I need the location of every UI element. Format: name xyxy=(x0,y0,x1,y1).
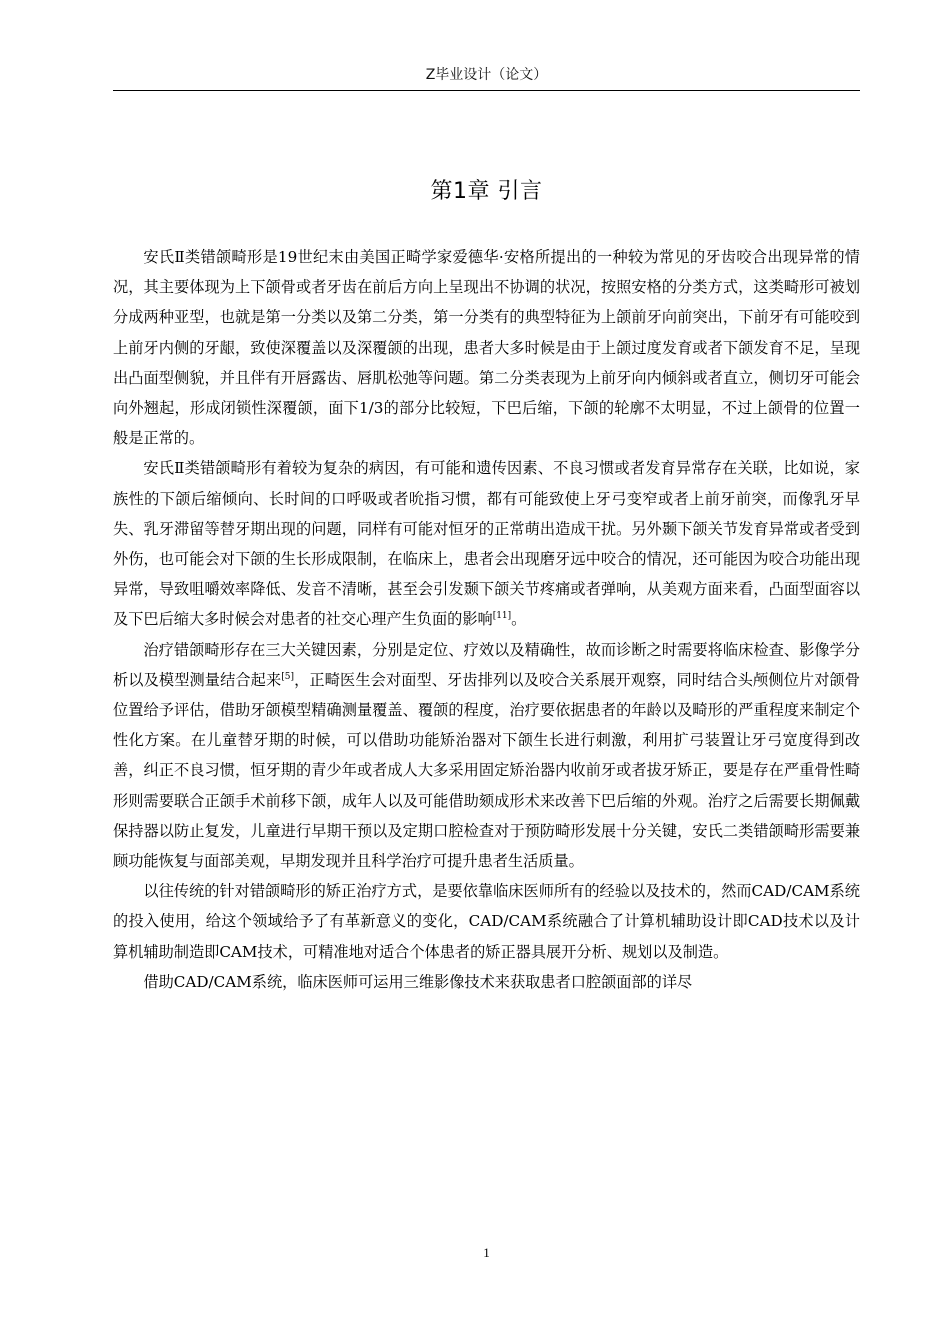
paragraph-2-text: 安氏Ⅱ类错颌畸形有着较为复杂的病因，有可能和遗传因素、不良习惯或者发育异常存在关联，比如说，家族性的下颌后缩倾向、长时间的口呼吸或者吮指习惯，都有可能致使上牙弓变窄或者上前牙前突，而像乳牙早失、乳牙滞留等替牙期出现的问题，同样有可能对恒牙的正常萌出造成干扰。另外颞下颌关节发育异常或者受到外伤，也可能会对下颌的生长形成限制，在临床上，患者会出现磨牙远中咬合的情况，还可能因为咬合功能出现异常，导致咀嚼效率降低、发音不清晰，甚至会引发颞下颌关节疼痛或者弹响，从美观方面来看，凸面型面容以及下巴后缩大多时候会对患者的社交心理产生负面的影响 xyxy=(113,459,860,629)
paragraph-5: 借助CAD/CAM系统，临床医师可运用三维影像技术来获取患者口腔颌面部的详尽 xyxy=(143,972,693,991)
page-number: 1 xyxy=(483,1245,490,1260)
chapter-title: 第1章 引言 xyxy=(430,179,543,204)
paragraph-2-tail: 。 xyxy=(511,610,527,629)
citation-ref-5: [5] xyxy=(281,671,295,682)
paragraph-3-text-b: ，正畸医生会对面型、牙齿排列以及咬合关系展开观察，同时结合头颅侧位片对颌骨位置给予评估，借助牙颌模型精确测量覆盖、覆颌的程度，治疗要依据患者的年龄以及畸形的严重程度来制定个性化方案。在儿童替牙期的时候，可以借助功能矫治器对下颌生长进行刺激，利用扩弓装置让牙弓宽度得到改善，纠正不良习惯，恒牙期的青少年或者成人大多采用固定矫治器内收前牙或者拔牙矫正，要是存在严重骨性畸形则需要联合正颌手术前移下颌，成年人以及可能借助颏成形术来改善下巴后缩的外观。治疗之后需要长期佩戴保持器以防止复发，儿童进行早期干预以及定期口腔检查对于预防畸形发展十分关键，安氏二类错颌畸形需要兼顾功能恢复与面部美观，早期发现并且科学治疗可提升患者生活质量。 xyxy=(113,670,860,871)
paragraph-3-text-a: 治疗错颌畸形存在三大关键因素，分别是定位、疗效以及精确性，故而诊断之时需要将临床检查、影像学分析以及模型测量结合起来 xyxy=(113,640,860,689)
page-header: Z毕业设计（论文） xyxy=(113,60,860,91)
paragraph-2 xyxy=(113,453,860,634)
paragraph-1: 安氏Ⅱ类错颌畸形是19世纪末由美国正畸学家爱德华·安格所提出的一种较为常见的牙齿咬合出现异常的情况，其主要体现为上下颌骨或者牙齿在前后方向上呈现出不协调的状况，按照安格的分类方式，这类畸形可被划分成两种亚型，也就是第一分类以及第二分类，第一分类有的典型特征为上颌前牙向前突出，下前牙有可能咬到上前牙内侧的牙龈，致使深覆盖以及深覆颌的出现，患者大多时候是由于上颌过度发育或者下颌发育不足，呈现出凸面型侧貌，并且伴有开唇露齿、唇肌松弛等问题。第二分类表现为上前牙向内倾斜或者直立，侧切牙可能会向外翘起，形成闭锁性深覆颌，面下1/3的部分比较短，下巴后缩，下颌的轮廓不太明显，不过上颌骨的位置一般是正常的。 xyxy=(113,248,860,448)
paragraph-3 xyxy=(113,635,860,877)
body-text xyxy=(113,242,860,997)
paragraph-4: 以往传统的针对错颌畸形的矫正治疗方式，是要依靠临床医师所有的经验以及技术的，然而CAD/CAM系统的投入使用，给这个领域给予了有革新意义的变化，CAD/CAM系统融合了计算机辅助设计即CAD技术以及计算机辅助制造即CAM技术，可精准地对适合个体患者的矫正器具展开分析、规划以及制造。 xyxy=(113,882,860,961)
citation-ref-11: [11] xyxy=(492,611,512,622)
